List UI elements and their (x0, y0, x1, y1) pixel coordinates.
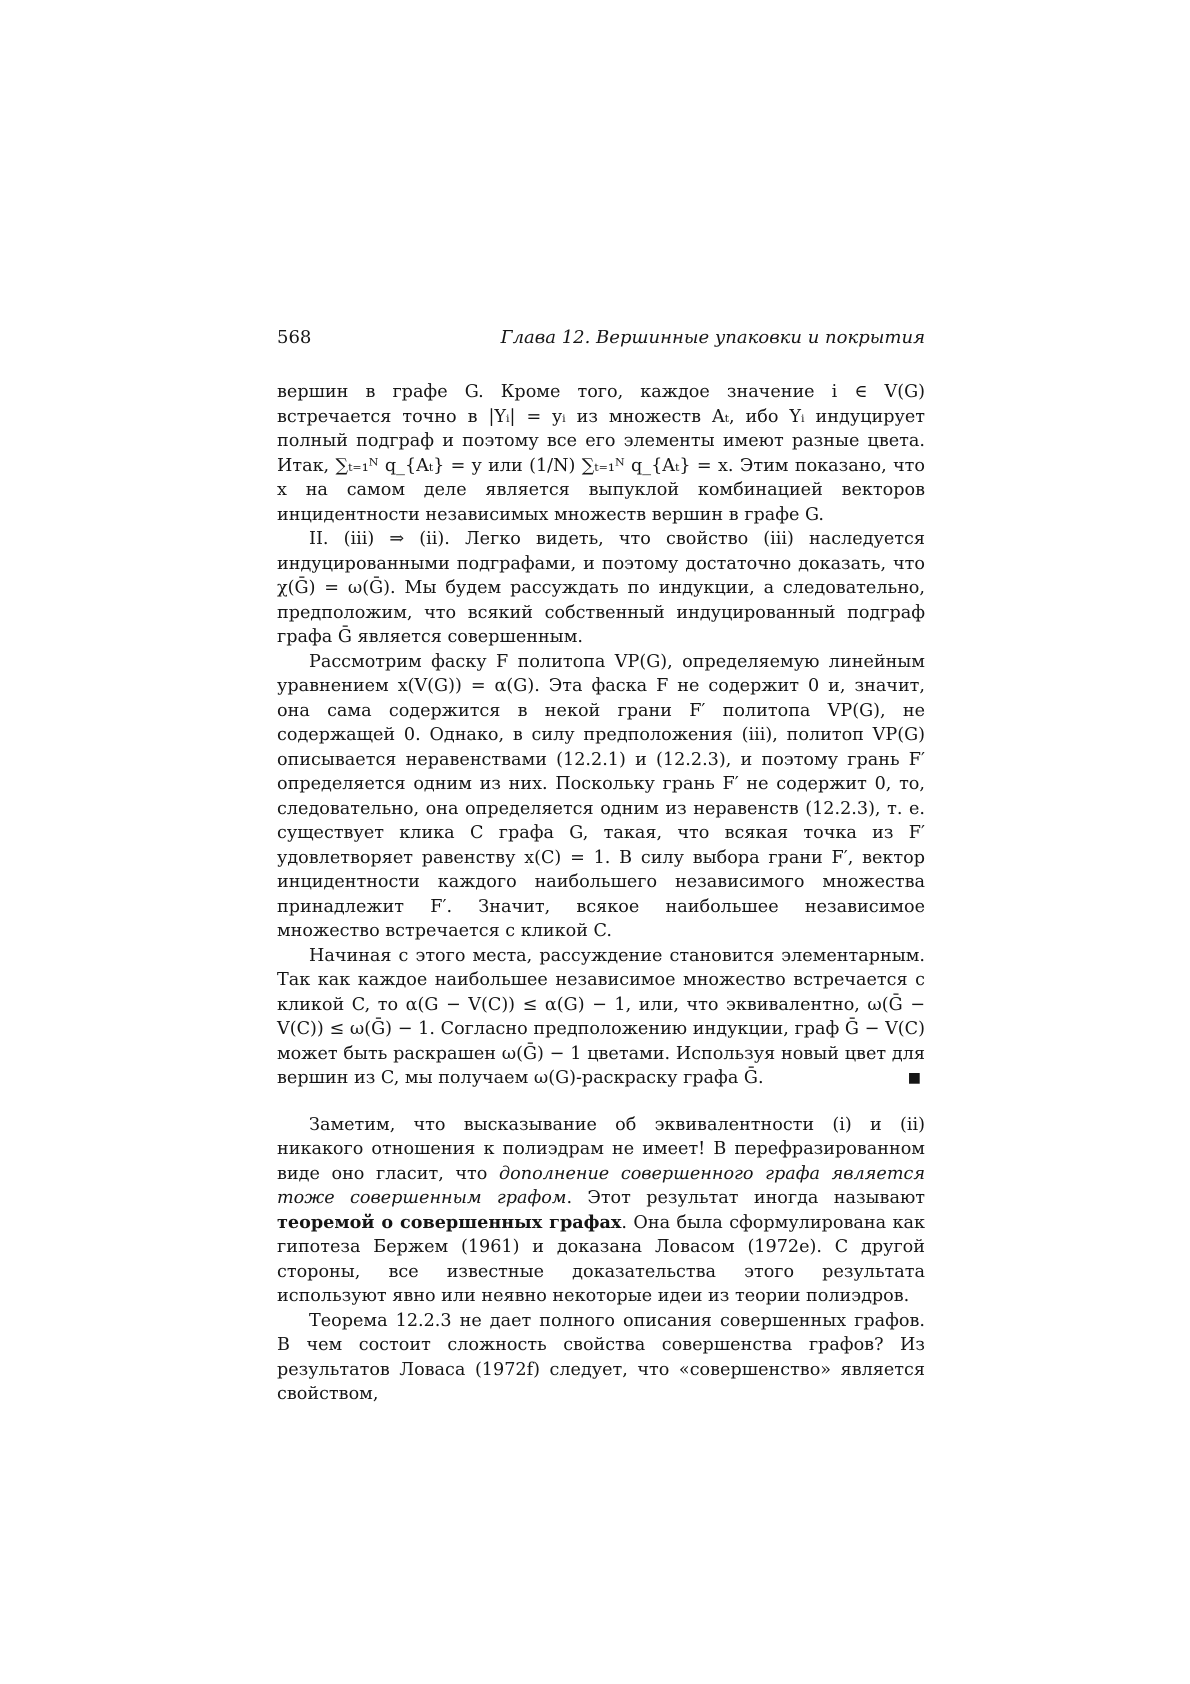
page-number: 568 (277, 327, 312, 348)
paragraph-facet-argument: Рассмотрим фаску F политопа VP(G), определяемую линейным уравнением x(V(G)) = α(G). Эта фаска F не содержит 0 и, значит, она сама содержится в некой грани F′ политопа VP(G), не содержащей 0. Однако, в силу предположения (iii), политоп VP(G) описывается неравенствами (12.2.1) и (12.2.3), и поэтому грань F′ определяется одним из них. Поскольку грань F′ не содержит 0, то, следовательно, она определяется одним из неравенств (12.2.3), т. е. существует клика C графа G, такая, что всякая точка из F′ удовлетворяет равенству x(C) = 1. В силу выбора грани F′, вектор инцидентности каждого наибольшего независимого множества принадлежит F′. Значит, всякое наибольшее независимое множество встречается с кликой C. (277, 651, 925, 941)
paragraph-proof-part-two: II. (iii) ⇒ (ii). Легко видеть, что свойство (iii) наследуется индуцированными подграфами, и поэтому достаточно доказать, что χ(Ḡ) = ω(Ḡ). Мы будем рассуждать по индукции, а следовательно, предположим, что всякий собственный индуцированный подграф графа Ḡ является совершенным. (277, 529, 925, 647)
paragraph-proof-continuation: вершин в графе G. Кроме того, каждое значение i ∈ V(G) встречается точно в |Yᵢ| = yᵢ из множеств Aₜ, ибо Yᵢ индуцирует полный подграф и поэтому все его элементы имеют разные цвета. Итак, ∑ₜ₌₁ᴺ q_{Aₜ} = y или (1/N) ∑ₜ₌₁ᴺ q_{Aₜ} = x. Этим показано, что x на самом деле является выпуклой комбинацией векторов инцидентности независимых множеств вершин в графе G. (277, 382, 925, 525)
paragraph-elementary-argument (277, 944, 925, 1091)
section-gap (277, 1091, 925, 1113)
paragraph-perfect-graph-theorem-bold: теоремой о совершенных графах (277, 1211, 622, 1233)
chapter-title: Глава 12. Вершинные упаковки и покрытия (500, 327, 925, 348)
paragraph-elementary-argument-text: Начиная с этого места, рассуждение становится элементарным. Так как каждое наибольшее независимое множество встречается с кликой C, то α(G − V(C)) ≤ α(G) − 1, или, что эквивалентно, ω(Ḡ − V(C)) ≤ ω(Ḡ) − 1. Согласно предположению индукции, граф Ḡ − V(C) может быть раскрашен ω(Ḡ) − 1 цветами. Используя новый цвет для вершин из C, мы получаем ω(G)-раскраску графа Ḡ. (277, 945, 925, 1088)
paragraph-perfect-graph-theorem (277, 1113, 925, 1309)
running-head (277, 327, 925, 355)
paragraph-perfect-graph-theorem-part2: . Этот результат иногда называют (566, 1188, 925, 1208)
paragraph-theorem-12-2-3: Теорема 12.2.3 не дает полного описания совершенных графов. В чем состоит сложность свойства совершенства графов? Из результатов Ловаса (1972f) следует, что «совершенство» является свойством, (277, 1310, 925, 1404)
body-text (277, 380, 925, 1407)
end-of-proof-symbol: ■ (907, 1070, 921, 1086)
paragraph-perfect-graph-theorem-italic: дополнение совершенного графа является тоже совершенным графом (277, 1163, 926, 1208)
paragraph-perfect-graph-theorem-part3: . Она была сформулирована как гипотеза Бержем (1961) и доказана Ловасом (1972e). С другой стороны, все известные доказательства этого результата используют явно или неявно некоторые идеи из теории полиэдров. (277, 1212, 925, 1306)
paragraph-perfect-graph-theorem-part1: Заметим, что высказывание об эквивалентности (i) и (ii) никакого отношения к полиэдрам не имеет! В перефразированном виде оно гласит, что (277, 1114, 925, 1184)
